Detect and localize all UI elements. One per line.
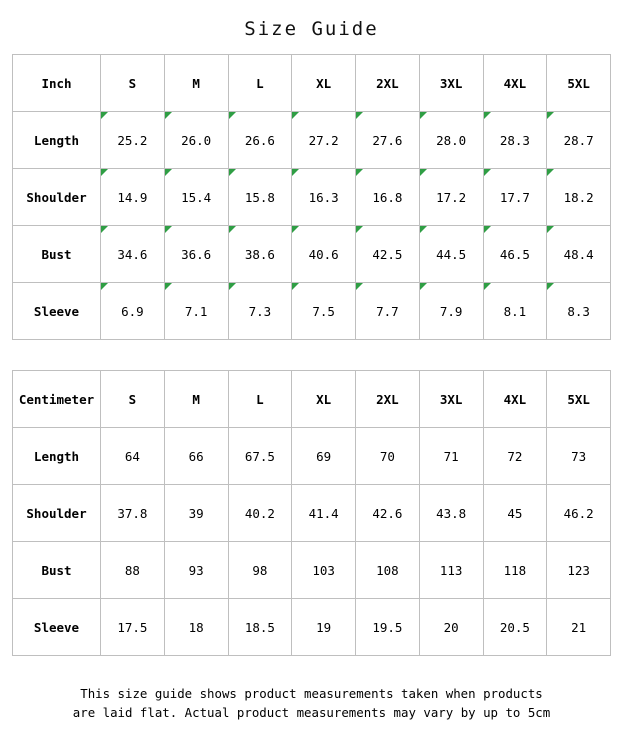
cell-value: 39 [164,485,228,542]
cell-value: 14.9 [101,169,165,226]
size-header-2xl: 2XL [356,55,420,112]
cell-value: 123 [547,542,611,599]
footnote-line-2: are laid flat. Actual product measurements may vary by up to 5cm [72,705,551,720]
cell-value: 20.5 [483,599,547,656]
size-header-s: S [101,371,165,428]
size-header-l: L [228,371,292,428]
cell-value: 93 [164,542,228,599]
cell-value: 19.5 [356,599,420,656]
cell-value: 7.3 [228,283,292,340]
unit-label-centimeter: Centimeter [13,371,101,428]
cell-value: 16.8 [356,169,420,226]
cell-value: 18.2 [547,169,611,226]
cell-value: 34.6 [101,226,165,283]
cell-value: 28.3 [483,112,547,169]
unit-label-inch: Inch [13,55,101,112]
cell-value: 40.6 [292,226,356,283]
cell-value: 26.6 [228,112,292,169]
cell-value: 28.7 [547,112,611,169]
table-row [13,226,611,283]
cell-value: 21 [547,599,611,656]
cell-value: 73 [547,428,611,485]
size-header-m: M [164,371,228,428]
cell-value: 41.4 [292,485,356,542]
measurement-label-shoulder: Shoulder [13,169,101,226]
page-title: Size Guide [244,18,379,40]
size-header-5xl: 5XL [547,371,611,428]
size-header-l: L [228,55,292,112]
measurement-label-length: Length [13,428,101,485]
cell-value: 36.6 [164,226,228,283]
cell-value: 17.2 [419,169,483,226]
cell-value: 27.2 [292,112,356,169]
cell-value: 98 [228,542,292,599]
size-header-xl: XL [292,371,356,428]
size-header-4xl: 4XL [483,55,547,112]
table-row [13,485,611,542]
size-table-inch [12,54,611,340]
cell-value: 27.6 [356,112,420,169]
cell-value: 7.1 [164,283,228,340]
size-header-3xl: 3XL [419,55,483,112]
table-row [13,599,611,656]
cell-value: 88 [101,542,165,599]
cell-value: 18 [164,599,228,656]
cell-value: 17.7 [483,169,547,226]
cell-value: 48.4 [547,226,611,283]
cell-value: 15.4 [164,169,228,226]
cell-value: 45 [483,485,547,542]
measurement-label-sleeve: Sleeve [13,283,101,340]
cell-value: 42.6 [356,485,420,542]
footnote-line-1: This size guide shows product measurements taken when products [80,686,543,701]
table-header-row [13,371,611,428]
size-header-5xl: 5XL [547,55,611,112]
size-header-4xl: 4XL [483,371,547,428]
size-table-centimeter [12,370,611,656]
cell-value: 6.9 [101,283,165,340]
cell-value: 43.8 [419,485,483,542]
cell-value: 28.0 [419,112,483,169]
cell-value: 7.7 [356,283,420,340]
size-header-m: M [164,55,228,112]
cell-value: 69 [292,428,356,485]
cell-value: 108 [356,542,420,599]
cell-value: 25.2 [101,112,165,169]
cell-value: 44.5 [419,226,483,283]
table-spacer [0,340,623,370]
table-row [13,428,611,485]
cell-value: 40.2 [228,485,292,542]
cell-value: 15.8 [228,169,292,226]
cell-value: 118 [483,542,547,599]
cell-value: 7.5 [292,283,356,340]
cell-value: 113 [419,542,483,599]
cell-value: 18.5 [228,599,292,656]
measurement-label-sleeve: Sleeve [13,599,101,656]
cell-value: 19 [292,599,356,656]
cell-value: 37.8 [101,485,165,542]
cell-value: 66 [164,428,228,485]
cell-value: 70 [356,428,420,485]
cell-value: 46.5 [483,226,547,283]
cell-value: 71 [419,428,483,485]
size-header-3xl: 3XL [419,371,483,428]
cell-value: 8.3 [547,283,611,340]
cell-value: 67.5 [228,428,292,485]
cell-value: 7.9 [419,283,483,340]
footnote [0,684,623,722]
measurement-label-bust: Bust [13,542,101,599]
table-row [13,283,611,340]
cell-value: 17.5 [101,599,165,656]
table-row [13,169,611,226]
cell-value: 38.6 [228,226,292,283]
table-row [13,542,611,599]
cell-value: 26.0 [164,112,228,169]
cell-value: 103 [292,542,356,599]
cell-value: 46.2 [547,485,611,542]
table-row [13,112,611,169]
measurement-label-length: Length [13,112,101,169]
size-header-s: S [101,55,165,112]
table-header-row [13,55,611,112]
cell-value: 42.5 [356,226,420,283]
size-header-xl: XL [292,55,356,112]
measurement-label-bust: Bust [13,226,101,283]
cell-value: 8.1 [483,283,547,340]
measurement-label-shoulder: Shoulder [13,485,101,542]
cell-value: 64 [101,428,165,485]
cell-value: 20 [419,599,483,656]
cell-value: 16.3 [292,169,356,226]
cell-value: 72 [483,428,547,485]
size-header-2xl: 2XL [356,371,420,428]
